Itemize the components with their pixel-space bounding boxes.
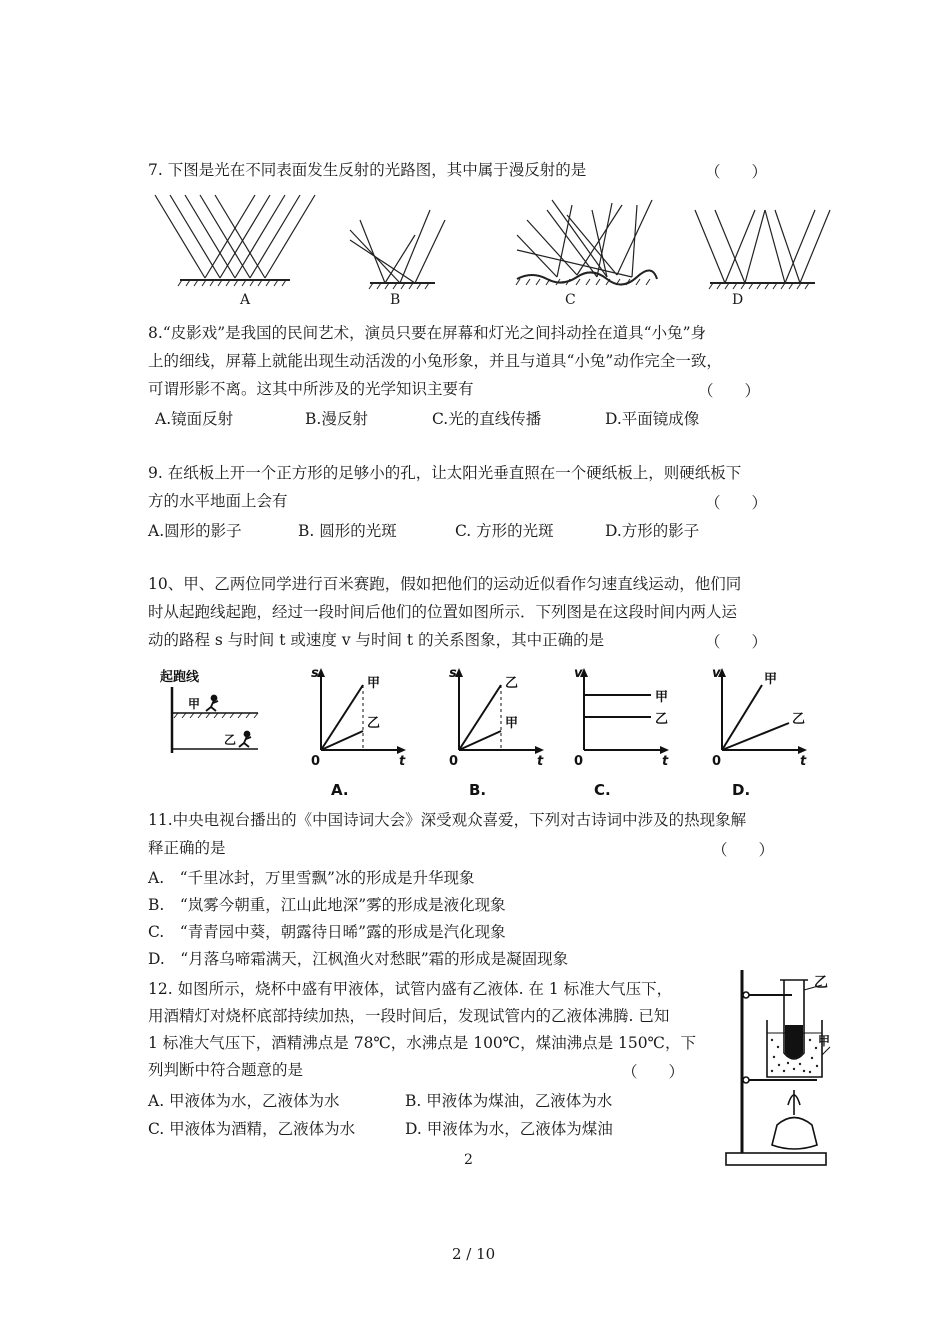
y-axis-label: s: [449, 666, 457, 681]
x-axis-label: t: [662, 754, 669, 769]
origin-label: 0: [449, 754, 459, 769]
q12-line-3: 1 标准大气压下，酒精沸点是 78℃，水沸点是 100℃，煤油沸点是 150℃，下: [148, 1034, 696, 1052]
q12-label-yi: 乙: [814, 975, 828, 991]
q12-line-1: 12. 如图所示，烧杯中盛有甲液体，试管内盛有乙液体. 在 1 标准大气压下，: [148, 980, 673, 998]
origin-label: 0: [574, 754, 584, 769]
series-label-lower: 甲: [505, 716, 519, 731]
q10-track-jia: 甲: [188, 697, 201, 711]
x-axis-label: t: [537, 754, 544, 769]
q7-answer-paren: （ ）: [705, 163, 768, 181]
origin-label: 0: [712, 754, 722, 769]
graph-option-label: B.: [469, 781, 487, 799]
series-label-upper: 乙: [505, 676, 519, 691]
q10-track-figure: [158, 665, 263, 755]
x-axis-arrow: [798, 746, 807, 754]
x-axis-arrow: [397, 746, 406, 754]
q8-answer-paren: （ ）: [698, 382, 761, 400]
q8-line-3: 可谓形影不离。这其中所涉及的光学知识主要有: [148, 380, 474, 398]
q9-option-d: D.方形的影子: [605, 522, 700, 540]
q10-line-3: 动的路程 s 与时间 t 或速度 v 与时间 t 的关系图象，其中正确的是: [148, 631, 605, 649]
q10-track-title: 起跑线: [160, 670, 200, 685]
y-axis-label: s: [311, 666, 319, 681]
q9-option-c: C. 方形的光斑: [455, 522, 554, 540]
q8-line-2: 上的细线，屏幕上就能出现生动活泼的小兔形象，并且与道具“小兔”动作完全一致，: [148, 352, 722, 370]
series-label-lower: 乙: [792, 712, 806, 727]
q7-diagram-c: [512, 195, 662, 290]
q8-option-c: C.光的直线传播: [432, 410, 542, 428]
q11-option-a: A. “千里冰封，万里雪飘”冰的形成是升华现象: [148, 869, 475, 887]
q11-option-d: D. “月落乌啼霜满天，江枫渔火对愁眠”霜的形成是凝固现象: [148, 950, 569, 968]
q8-option-a: A.镜面反射: [155, 410, 234, 428]
q12-apparatus-figure: [722, 965, 832, 1170]
q7-diagram-b: [345, 205, 455, 290]
x-axis-arrow: [660, 746, 669, 754]
runner-jia-icon: [206, 696, 218, 712]
inner-page-number: 2: [464, 1152, 473, 1168]
q10-line-1: 10、甲、乙两位同学进行百米赛跑，假如把他们的运动近似看作匀速直线运动，他们同: [148, 575, 742, 593]
series-line-upper: [722, 685, 762, 750]
q10-graph-a: [303, 665, 418, 800]
graph-option-label: C.: [594, 781, 611, 799]
series-line-lower: [722, 723, 789, 750]
q10-answer-paren: （ ）: [705, 633, 768, 651]
origin-label: 0: [311, 754, 321, 769]
x-axis-label: t: [399, 754, 406, 769]
q11-line-1: 11.中央电视台播出的《中国诗词大会》深受观众喜爱，下列对古诗词中涉及的热现象解: [148, 811, 747, 829]
q9-option-b: B. 圆形的光斑: [298, 522, 397, 540]
q12-option-c: C. 甲液体为酒精，乙液体为水: [148, 1120, 356, 1138]
graph-option-label: A.: [331, 781, 349, 799]
x-axis-label: t: [800, 754, 807, 769]
series-label-lower: 乙: [655, 712, 669, 727]
q9-line-2: 方的水平地面上会有: [148, 492, 288, 510]
q10-line-2: 时从起跑线起跑，经过一段时间后他们的位置如图所示．下列图是在这段时间内两人运: [148, 603, 738, 621]
q12-option-b: B. 甲液体为煤油，乙液体为水: [405, 1092, 613, 1110]
q8-option-b: B.漫反射: [305, 410, 368, 428]
q12-line-2: 用酒精灯对烧杯底部持续加热，一段时间后，发现试管内的乙液体沸腾. 已知: [148, 1007, 670, 1025]
q10-track-yi: 乙: [224, 733, 237, 747]
q7-label-a: A: [240, 292, 251, 308]
series-label-lower: 乙: [367, 716, 381, 731]
q7-stem: 7. 下图是光在不同表面发生反射的光路图，其中属于漫反射的是: [148, 161, 587, 179]
q12-answer-paren: （ ）: [622, 1063, 685, 1081]
graph-option-label: D.: [732, 781, 751, 799]
q11-answer-paren: （ ）: [712, 841, 775, 859]
series-label-upper: 甲: [367, 676, 381, 691]
q8-option-d: D.平面镜成像: [605, 410, 700, 428]
q7-diagram-d: [690, 205, 835, 290]
q11-option-c: C. “青青园中葵，朝露待日晞”露的形成是汽化现象: [148, 923, 506, 941]
q7-label-c: C: [565, 292, 576, 308]
q11-option-b: B. “岚雾今朝重，江山此地深”雾的形成是液化现象: [148, 896, 506, 914]
q9-option-a: A.圆形的影子: [148, 522, 242, 540]
q12-option-a: A. 甲液体为水，乙液体为水: [148, 1092, 340, 1110]
q7-label-b: B: [390, 292, 401, 308]
y-axis-label: v: [574, 666, 583, 681]
x-axis-arrow: [535, 746, 544, 754]
q10-graph-d: [704, 665, 819, 800]
q10-graph-c: [566, 665, 681, 800]
q12-label-jia: 甲: [818, 1034, 831, 1048]
runner-yi-icon: [239, 732, 251, 748]
y-axis-label: v: [712, 666, 721, 681]
q9-answer-paren: （ ）: [705, 494, 768, 512]
q7-label-d: D: [732, 292, 744, 308]
page-counter: 2 / 10: [452, 1245, 496, 1263]
q10-graph-b: [441, 665, 556, 800]
q7-diagram-a: [150, 190, 320, 290]
q8-line-1: 8.“皮影戏”是我国的民间艺术，演员只要在屏幕和灯光之间抖动拴在道具“小兔”身: [148, 324, 706, 342]
series-label-upper: 甲: [655, 690, 669, 705]
q11-line-2: 释正确的是: [148, 839, 226, 857]
q12-option-d: D. 甲液体为水，乙液体为煤油: [405, 1120, 613, 1138]
q12-line-4: 列判断中符合题意的是: [148, 1061, 304, 1079]
series-label-upper: 甲: [764, 672, 778, 687]
q9-line-1: 9. 在纸板上开一个正方形的足够小的孔，让太阳光垂直照在一个硬纸板上，则硬纸板下: [148, 464, 742, 482]
